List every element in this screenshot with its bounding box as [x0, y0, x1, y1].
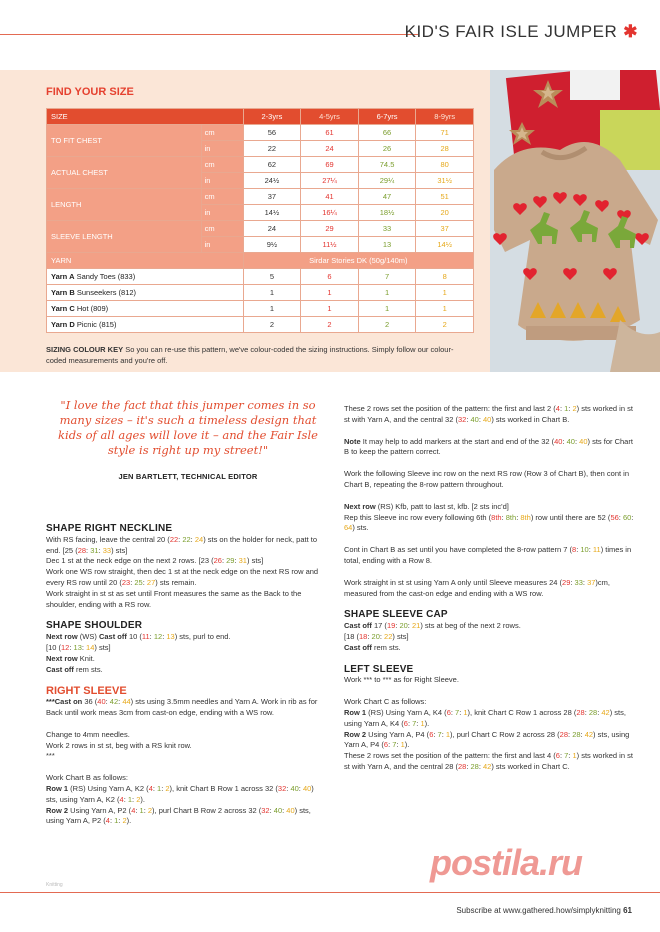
section-heading-shape-shoulder: SHAPE SHOULDER [46, 620, 143, 632]
section-heading-right-sleeve: RIGHT SLEEVE [46, 685, 127, 698]
table-cell: 24 [301, 141, 359, 157]
table-cell: 1 [301, 285, 359, 301]
size-header-row [47, 109, 474, 125]
table-cell: 56 [243, 125, 301, 141]
table-cell: 24 [243, 221, 301, 237]
table-cell: 2 [358, 317, 416, 333]
header-rule [0, 34, 418, 35]
unit-in: in [201, 205, 243, 221]
table-row [47, 301, 474, 317]
sizing-panel [0, 70, 490, 372]
watermark-logo: postila.ru [430, 842, 583, 883]
instruction-text: Next row (RS) Kfb, patt to last st, kfb. [2 sts inc'd] [344, 501, 509, 511]
table-cell: 71 [416, 125, 474, 141]
unit-cm: cm [201, 125, 243, 141]
table-cell: 18½ [358, 205, 416, 221]
table-cell: 28 [416, 141, 474, 157]
sizing-colour-key: SIZING COLOUR KEY So you can re-use this pattern, we've colour-coded the sizing instructions. Simply follow our colour-coded measurements and you're off. [46, 345, 454, 365]
table-cell: 1 [243, 301, 301, 317]
instruction-text: *** [46, 751, 55, 761]
instruction-text: Row 2 Using Yarn A, P4 (6: 7: 1), purl Chart C Row 2 across 28 (28: 28: 42) sts, using Yarn A, P4 (6: 7: 1). [344, 729, 630, 750]
page-number: 61 [623, 906, 632, 915]
unit-in: in [201, 173, 243, 189]
table-cell: 2 [416, 317, 474, 333]
unit-in: in [201, 237, 243, 253]
table-cell: 20 [416, 205, 474, 221]
table-cell: 1 [301, 301, 359, 317]
table-cell: 1 [358, 285, 416, 301]
table-cell: 1 [243, 285, 301, 301]
table-row [47, 221, 474, 237]
table-cell: 51 [416, 189, 474, 205]
table-cell: 9½ [243, 237, 301, 253]
instruction-text: Row 1 (RS) Using Yarn A, K4 (6: 7: 1), knit Chart C Row 1 across 28 (28: 28: 42) sts, using Yarn A, K4 (6: 7: 1). [344, 707, 626, 728]
instruction-text: Next row (WS) Cast off 10 (11: 12: 13) sts, purl to end. [46, 632, 231, 642]
yarn-type: Sirdar Stories DK (50g/140m) [243, 253, 473, 269]
table-cell: 80 [416, 157, 474, 173]
table-cell: 33 [358, 221, 416, 237]
row-label-length: LENGTH [47, 189, 202, 221]
find-your-size-heading: FIND YOUR SIZE [46, 86, 134, 98]
table-cell: 16¼ [301, 205, 359, 221]
instruction-text: These 2 rows set the position of the pattern: the first and last 4 (6: 7: 1) sts worked in st st with Yarn A, and the central 28 (28: 28: 42) sts worked in Chart C. [344, 751, 633, 771]
size-col-2: 4-5yrs [301, 109, 359, 125]
section-heading-shape-sleeve-cap: SHAPE SLEEVE CAP [344, 609, 448, 621]
footer-rule [0, 892, 660, 893]
table-cell: 22 [243, 141, 301, 157]
table-cell: 61 [301, 125, 359, 141]
instruction-text: Row 2 Using Yarn A, P2 (4: 1: 2), purl Chart B Row 2 across 32 (32: 40: 40) sts, using Yarn A, P2 (4: 1: 2). [46, 805, 311, 826]
table-row [47, 125, 474, 141]
yarn-a-label: Yarn A Sandy Toes (833) [47, 269, 244, 285]
table-cell: 1 [358, 301, 416, 317]
table-row [47, 285, 474, 301]
table-cell: 14½ [243, 205, 301, 221]
row-label-actual-chest: ACTUAL CHEST [47, 157, 202, 189]
instruction-text: Work one WS row straight, then dec 1 st at the neck edge on the next RS row and every RS row until 20 (23: 25: 27) sts remain. [46, 567, 319, 587]
unit-cm: cm [201, 189, 243, 205]
table-row [47, 317, 474, 333]
yarn-d-label: Yarn D Picnic (815) [47, 317, 244, 333]
instruction-text: These 2 rows set the position of the pattern: the first and last 2 (4: 1: 2) sts worked in st st with Yarn A, and the central 32 (32: 40: 40) sts worked in Chart B. [344, 404, 633, 424]
table-cell: 47 [358, 189, 416, 205]
table-cell: 41 [301, 189, 359, 205]
table-cell: 8 [416, 269, 474, 285]
yarn-b-label: Yarn B Sunseekers (812) [47, 285, 244, 301]
table-cell: 6 [301, 269, 359, 285]
instruction-text: Work the following Sleeve inc row on the next RS row (Row 3 of Chart B), then cont in Chart B, repeating the 8-row pattern throughout. [344, 469, 629, 489]
table-cell: 31½ [416, 173, 474, 189]
section-heading-left-sleeve: LEFT SLEEVE [344, 663, 414, 675]
instruction-text: Work 2 rows in st st, beg with a RS knit row. [46, 740, 192, 750]
table-cell: 69 [301, 157, 359, 173]
page-header-title: KID'S FAIR ISLE JUMPER ✱ [404, 22, 638, 41]
instruction-text: Work Chart C as follows: [344, 697, 427, 707]
instruction-text: ***Cast on 36 (40: 42: 44) sts using 3.5mm needles and Yarn A. Work in rib as for Back until work meas 3cm from cast-on edge, ending with a WS row. [46, 697, 318, 717]
table-row [47, 269, 474, 285]
instruction-text: Row 1 (RS) Using Yarn A, K2 (4: 1: 2), knit Chart B Row 1 across 32 (32: 40: 40) sts, using Yarn A, K2 (4: 1: 2). [46, 783, 314, 804]
instruction-text: Work *** to *** as for Right Sleeve. [344, 675, 459, 685]
instruction-text: Work straight in st st as set until Front measures the same as the Back to the shoulder, ending with a RS row. [46, 588, 302, 609]
instruction-text: [18 (18: 20: 22) sts] [344, 631, 409, 641]
instruction-text: Dec 1 st at the neck edge on the next 2 rows. [23 (26: 29: 31) sts] [46, 556, 264, 566]
table-cell: 37 [416, 221, 474, 237]
yarn-label: YARN [47, 253, 244, 269]
instruction-text: Cast off rem sts. [344, 642, 401, 652]
table-cell: 2 [243, 317, 301, 333]
yarn-header-row [47, 253, 474, 269]
footer-subscribe: Subscribe at www.gathered.how/simplyknitting 61 [456, 906, 632, 915]
section-heading-shape-right-neckline: SHAPE RIGHT NECKLINE [46, 523, 173, 534]
unit-cm: cm [201, 157, 243, 173]
instruction-text: Cont in Chart B as set until you have completed the 8-row pattern 7 (8: 10: 11) times in total, ending with a Row 8. [344, 545, 632, 565]
table-cell: 13 [358, 237, 416, 253]
instruction-text: Cast off rem sts. [46, 664, 103, 674]
table-row [47, 189, 474, 205]
table-cell: 5 [243, 269, 301, 285]
instruction-text: Next row Knit. [46, 653, 95, 663]
table-cell: 27¼ [301, 173, 359, 189]
instruction-text: Work Chart B as follows: [46, 773, 128, 783]
instruction-text: Cast off 17 (19: 20: 21) sts at beg of the next 2 rows. [344, 621, 521, 631]
size-table [46, 108, 474, 333]
size-col-3: 6-7yrs [358, 109, 416, 125]
table-cell: 1 [416, 301, 474, 317]
size-col-1: 2-3yrs [243, 109, 301, 125]
size-label: SIZE [47, 109, 244, 125]
instruction-text: Note It may help to add markers at the start and end of the 32 (40: 40: 40) sts for Chart B to keep the pattern correct. [344, 436, 633, 457]
table-cell: 1 [416, 285, 474, 301]
row-label-sleeve-length: SLEEVE LENGTH [47, 221, 202, 253]
jumper-photo-illustration [490, 70, 660, 372]
star-icon: ✱ [623, 22, 638, 41]
quote-author: JEN BARTLETT, TECHNICAL EDITOR [118, 472, 258, 481]
left-column [46, 524, 326, 827]
table-cell: 24½ [243, 173, 301, 189]
table-cell: 2 [301, 317, 359, 333]
size-col-4: 8-9yrs [416, 109, 474, 125]
table-cell: 29¼ [358, 173, 416, 189]
table-cell: 26 [358, 141, 416, 157]
table-row [47, 157, 474, 173]
table-cell: 14½ [416, 237, 474, 253]
table-cell: 29 [301, 221, 359, 237]
yarn-c-label: Yarn C Hot (809) [47, 301, 244, 317]
table-cell: 66 [358, 125, 416, 141]
table-cell: 37 [243, 189, 301, 205]
table-cell: 62 [243, 157, 301, 173]
jumper-photo [490, 70, 660, 372]
instruction-text: With RS facing, leave the central 20 (22: 22: 24) sts on the holder for neck, patt to end. [25 (28: 31: 33) sts] [46, 534, 317, 555]
instruction-text: Work straight in st st using Yarn A only until Sleeve measures 24 (29: 33: 37)cm, measured from the cast-on edge and ending with a WS row. [344, 577, 610, 598]
pull-quote: "I love the fact that this jumper comes in so many sizes – it's such a timeless design that kids of all ages will love it – and the Fair Isle style is right up my street!" [58, 398, 318, 457]
instruction-text: Change to 4mm needles. [46, 729, 130, 739]
table-cell: 7 [358, 269, 416, 285]
row-label-to-fit-chest: TO FIT CHEST [47, 125, 202, 157]
unit-cm: cm [201, 221, 243, 237]
unit-in: in [201, 141, 243, 157]
instruction-text: [10 (12: 13: 14) sts] [46, 642, 111, 652]
instruction-text: Rep this Sleeve inc row every following 6th (8th: 8th: 8th) row until there are 52 (56: 60: 64) sts. [344, 512, 634, 533]
right-column [344, 404, 634, 773]
table-cell: 11½ [301, 237, 359, 253]
footer-magazine-name: Knitting [46, 882, 63, 888]
table-cell: 74.5 [358, 157, 416, 173]
